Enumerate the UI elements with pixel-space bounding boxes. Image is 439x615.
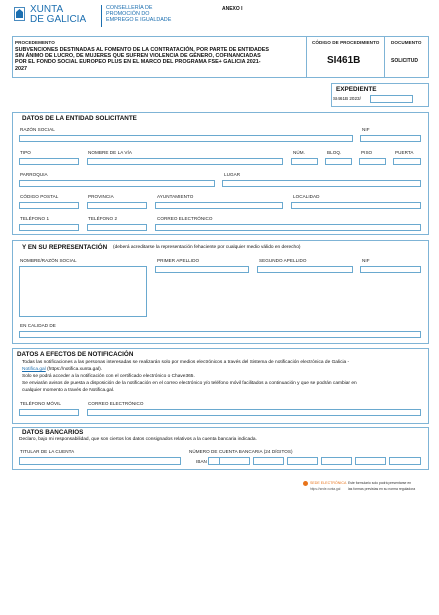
representacion-title: Y EN SU REPRESENTACIÓN <box>22 244 108 251</box>
rep-segundo-apellido-field[interactable] <box>257 266 353 273</box>
codigo-postal-field[interactable] <box>19 202 79 209</box>
rep-primer-apellido-field[interactable] <box>155 266 249 273</box>
account-group-1[interactable] <box>219 457 250 465</box>
procedure-divider-1 <box>306 36 307 78</box>
localidad-label: LOCALIDAD <box>293 194 320 199</box>
tipo-field[interactable] <box>19 158 79 165</box>
notifica-link[interactable]: Notifica.gal <box>22 367 46 372</box>
rep-nombre-field[interactable] <box>19 266 147 317</box>
account-group-4[interactable] <box>321 457 352 465</box>
rep-primer-apellido-label: PRIMER APELLIDO <box>157 258 200 263</box>
ayuntamiento-label: AYUNTAMIENTO <box>157 194 194 199</box>
notificacion-line1: Todas las notificaciones a las personas interesadas se realizarán solo por medios electrónicos a través del Sistema de notificación electrónica de Galicia - <box>22 360 350 365</box>
expediente-number-field[interactable] <box>370 95 413 103</box>
titular-label: TITULAR DE LA CUENTA <box>20 449 75 454</box>
piso-label: PISO <box>361 150 373 155</box>
entidad-title: DATOS DE LA ENTIDAD SOLICITANTE <box>22 115 137 122</box>
procedure-label: PROCEDEMENTO <box>15 40 55 45</box>
telefono-movil-label: TELÉFONO MÓVIL <box>20 401 62 406</box>
puerta-field[interactable] <box>393 158 421 165</box>
num-field[interactable] <box>291 158 318 165</box>
account-group-3[interactable] <box>287 457 318 465</box>
parroquia-label: PARROQUIA <box>20 172 48 177</box>
correo-label: CORREO ELECTRÓNICO <box>157 216 213 221</box>
razon-social-label: RAZÓN SOCIAL <box>20 127 55 132</box>
expediente-prefix: SI461B 2023/ <box>333 96 361 101</box>
department-name: CONSELLERÍA DE PROMOCIÓN DO EMPREGO E IGUALDADE <box>106 5 172 24</box>
procedure-code: SI461B <box>327 55 361 66</box>
num-label: NÚM. <box>293 150 305 155</box>
provincia-field[interactable] <box>87 202 147 209</box>
document-value: SOLICITUD <box>391 58 418 64</box>
correo-field[interactable] <box>155 224 421 231</box>
telefono-movil-field[interactable] <box>19 409 79 416</box>
nombre-via-field[interactable] <box>87 158 283 165</box>
parroquia-field[interactable] <box>19 180 215 187</box>
account-group-5[interactable] <box>355 457 386 465</box>
account-group-6[interactable] <box>389 457 421 465</box>
provincia-label: PROVINCIA <box>88 194 114 199</box>
sede-url[interactable]: https://sede.xunta.gal <box>310 487 341 491</box>
notif-correo-label: CORREO ELECTRÓNICO <box>88 401 144 406</box>
account-group-2[interactable] <box>253 457 284 465</box>
document-label: DOCUMENTO <box>391 40 422 45</box>
lugar-field[interactable] <box>222 180 421 187</box>
telefono1-label: TELÉFONO 1 <box>20 216 50 221</box>
lugar-label: LUGAR <box>224 172 241 177</box>
bancarios-title: DATOS BANCARIOS <box>22 429 84 436</box>
header-divider <box>101 5 102 27</box>
procedure-text: SUBVENCIONES DESTINADAS AL FOMENTO DE LA CONTRATACIÓN, POR PARTE DE ENTIDADES SIN ÁNIMO DE LUCRO, DE MUJERES QUE SUFREN VIOLENCIA DE GÉNERO, COFINANCIADAS POR EL FONDO SOCIAL EUROPEO PLUS EN EL MARCO DEL PROGRAMA FSE+ GALICIA 2021- 2027 <box>15 47 269 72</box>
nombre-via-label: NOMBRE DE LA VÍA <box>88 150 132 155</box>
annex-label: ANEXO I <box>222 6 243 12</box>
piso-field[interactable] <box>359 158 386 165</box>
notificacion-line4: Se enviarán avisos de puesta a disposición de la notificación en el correo electrónico y/o teléfono móvil facilitados a continuación y que se podrán cambiar en <box>22 381 357 386</box>
expediente-title: EXPEDIENTE <box>336 86 377 93</box>
sede-electronica-icon <box>303 481 308 486</box>
ayuntamiento-field[interactable] <box>155 202 283 209</box>
numero-cuenta-label: NÚMERO DE CUENTA BANCARIA (24 DÍGITOS) <box>189 449 293 454</box>
bloq-field[interactable] <box>325 158 352 165</box>
bancarios-declaration: Declaro, bajo mi responsabilidad, que son ciertos los datos consignados relativos a la cuenta bancaria indicada. <box>19 437 257 442</box>
rep-segundo-apellido-label: SEGUNDO APELLIDO <box>259 258 307 263</box>
tipo-label: TIPO <box>20 150 31 155</box>
rep-calidad-field[interactable] <box>19 331 421 338</box>
rep-nombre-label: NOMBRE/RAZÓN SOCIAL <box>20 258 77 263</box>
puerta-label: PUERTA <box>395 150 414 155</box>
notificacion-line3: Solo se podrá acceder a la notificación con el certificado electrónico o Chave365. <box>22 374 195 379</box>
notif-correo-field[interactable] <box>87 409 421 416</box>
notificacion-line5: cualquier momento a través de Notifica.gal. <box>22 388 115 393</box>
xunta-logo <box>14 7 25 21</box>
telefono2-field[interactable] <box>87 224 147 231</box>
nif-field[interactable] <box>360 135 421 142</box>
representacion-note: (deberá acreditarse la representación fehaciente por cualquier medio válido en derecho) <box>113 245 301 250</box>
telefono2-label: TELÉFONO 2 <box>88 216 118 221</box>
procedure-divider-2 <box>384 36 385 78</box>
sede-text: Este formulario solo podrá presentarse en las formas previstas en su norma reguladora <box>348 481 416 491</box>
codigo-postal-label: CÓDIGO POSTAL <box>20 194 59 199</box>
razon-social-field[interactable] <box>19 135 353 142</box>
brand-name: XUNTA DE GALICIA <box>30 4 87 25</box>
coat-of-arms-icon <box>14 7 25 21</box>
rep-nif-label: NIF <box>362 258 370 263</box>
notificacion-line2: Notifica.gal (https://notifica.xunta.gal). <box>22 367 103 372</box>
rep-nif-field[interactable] <box>360 266 421 273</box>
sede-electronica-label: SEDE ELECTRÓNICA <box>310 481 347 485</box>
iban-label: IBAN <box>196 459 207 464</box>
bloq-label: BLOQ. <box>327 150 342 155</box>
nif-label: NIF <box>362 127 370 132</box>
rep-calidad-label: EN CALIDAD DE <box>20 323 56 328</box>
titular-field[interactable] <box>19 457 181 465</box>
notificacion-title: DATOS A EFECTOS DE NOTIFICACIÓN <box>17 351 134 358</box>
localidad-field[interactable] <box>291 202 421 209</box>
telefono1-field[interactable] <box>19 224 79 231</box>
procedure-code-label: CÓDIGO DE PROCEDIMIENTO <box>312 40 380 45</box>
